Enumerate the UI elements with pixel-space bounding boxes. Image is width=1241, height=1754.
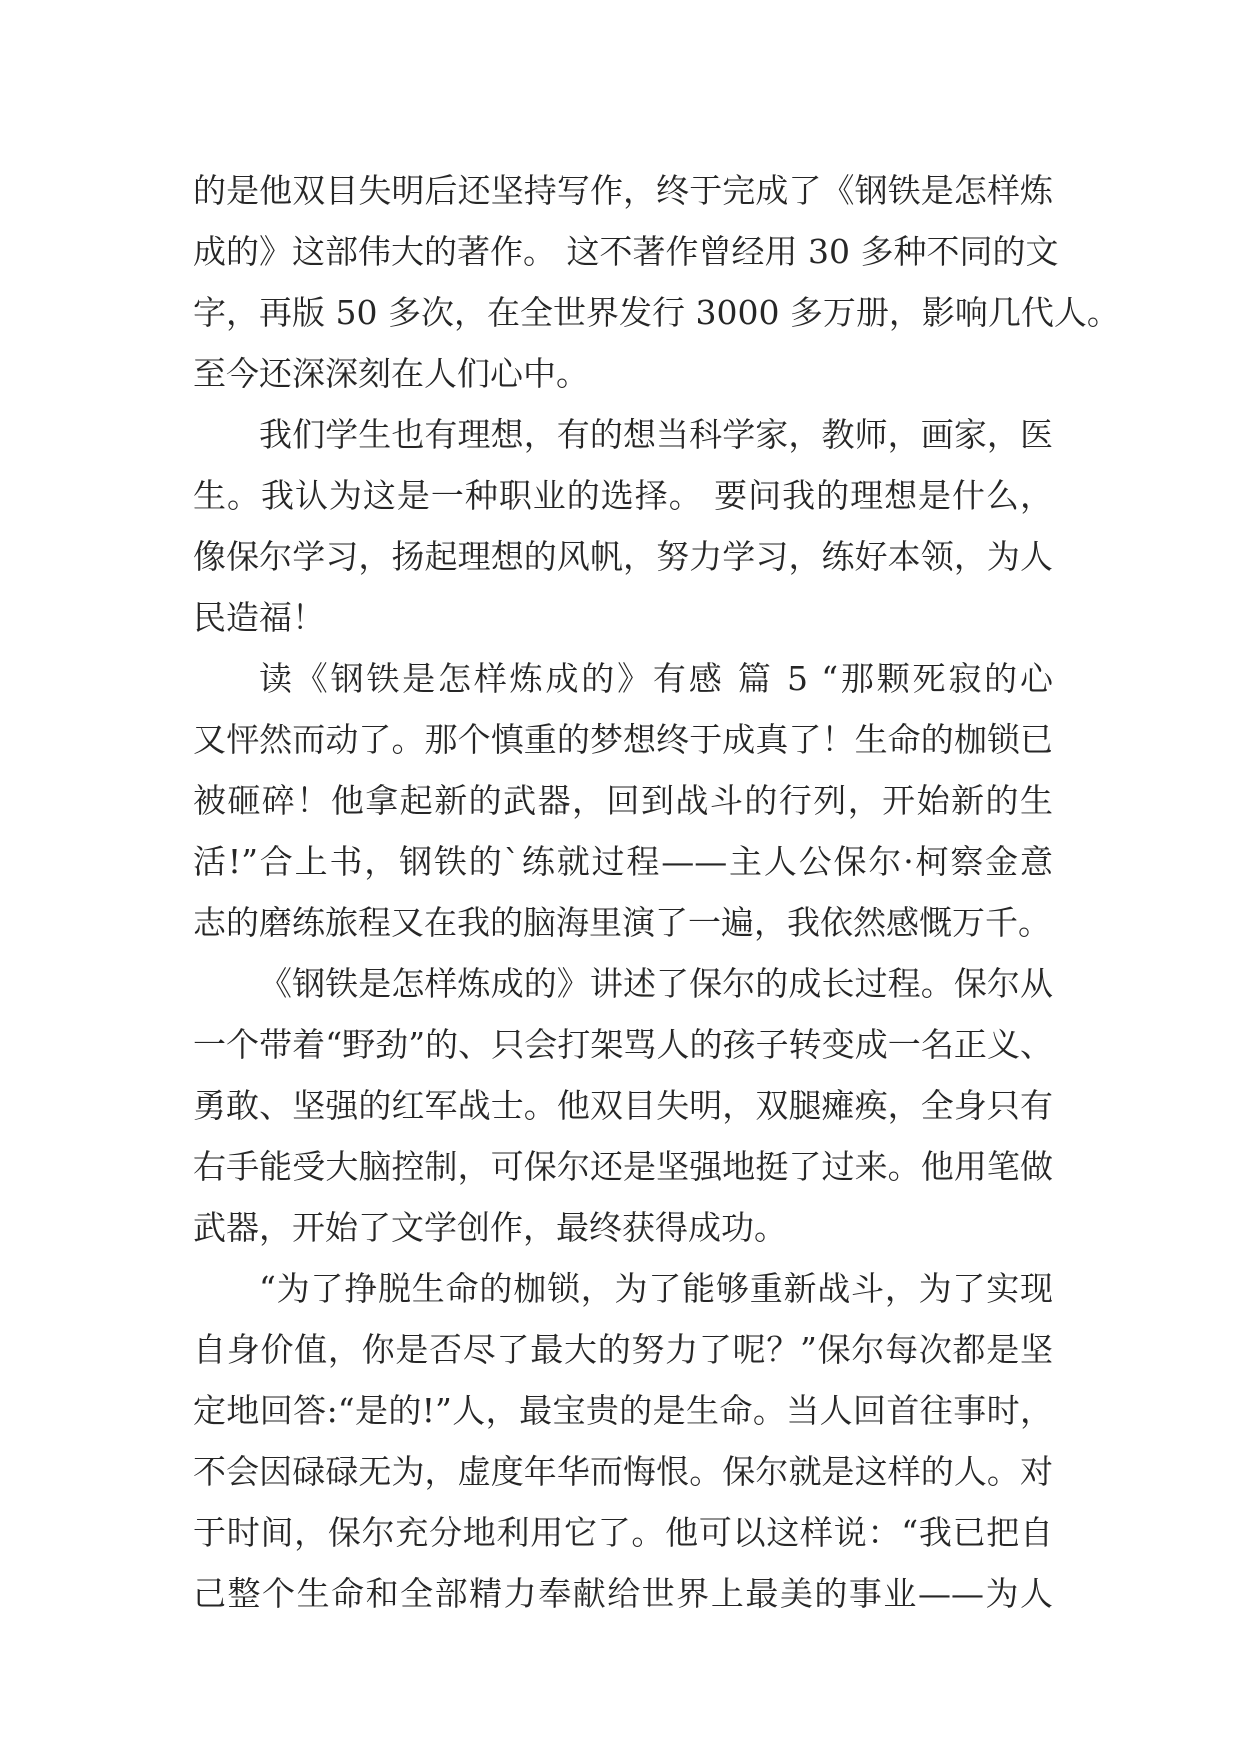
text-line: 至今还深深刻在人们心中。 <box>193 354 589 393</box>
body-text <box>193 160 1120 1624</box>
text-line: 的是他双目失明后还坚持写作，终于完成了《钢铁是怎样炼 <box>193 171 1053 210</box>
text-line: 自身价值，你是否尽了最大的努力了呢？”保尔每次都是坚 <box>193 1330 1053 1369</box>
text-line: 读《钢铁是怎样炼成的》有感 篇 5 “那颗死寂的心 <box>259 659 1053 698</box>
text-line: 又怦然而动了。那个慎重的梦想终于成真了！生命的枷锁已 <box>193 720 1053 759</box>
text-line: 我们学生也有理想，有的想当科学家，教师，画家，医 <box>259 415 1053 454</box>
text-line: 志的磨练旅程又在我的脑海里演了一遍，我依然感慨万千。 <box>193 903 1051 942</box>
text-line: 不会因碌碌无为，虚度年华而悔恨。保尔就是这样的人。对 <box>193 1452 1053 1491</box>
text-line: 定地回答:“是的!”人，最宝贵的是生命。当人回首往事时， <box>193 1391 1053 1430</box>
text-line: 右手能受大脑控制，可保尔还是坚强地挺了过来。他用笔做 <box>193 1147 1053 1186</box>
text-line: 生。我认为这是一种职业的选择。 要问我的理想是什么， <box>193 476 1053 515</box>
text-line: 像保尔学习，扬起理想的风帆，努力学习，练好本领，为人 <box>193 537 1053 576</box>
text-line: 成的》这部伟大的著作。 这不著作曾经用 30 多种不同的文 <box>193 232 1059 271</box>
text-line: 己整个生命和全部精力奉献给世界上最美的事业——为人 <box>193 1574 1053 1613</box>
text-line: 字，再版 50 多次，在全世界发行 3000 多万册，影响几代人。 <box>193 293 1120 332</box>
text-line: 于时间，保尔充分地利用它了。他可以这样说：“我已把自 <box>193 1513 1053 1552</box>
text-line: 一个带着“野劲”的、只会打架骂人的孩子转变成一名正义、 <box>193 1025 1053 1064</box>
text-line: 武器，开始了文学创作，最终获得成功。 <box>193 1208 787 1247</box>
text-line: “为了挣脱生命的枷锁，为了能够重新战斗，为了实现 <box>259 1269 1053 1308</box>
text-line: 被砸碎！他拿起新的武器，回到战斗的行列，开始新的生 <box>193 781 1053 820</box>
text-line: 《钢铁是怎样炼成的》讲述了保尔的成长过程。保尔从 <box>259 964 1053 1003</box>
text-line: 民造福！ <box>193 598 325 637</box>
text-line: 勇敢、坚强的红军战士。他双目失明，双腿瘫痪，全身只有 <box>193 1086 1053 1125</box>
text-line: 活!”合上书，钢铁的`练就过程——主人公保尔·柯察金意 <box>193 842 1053 881</box>
